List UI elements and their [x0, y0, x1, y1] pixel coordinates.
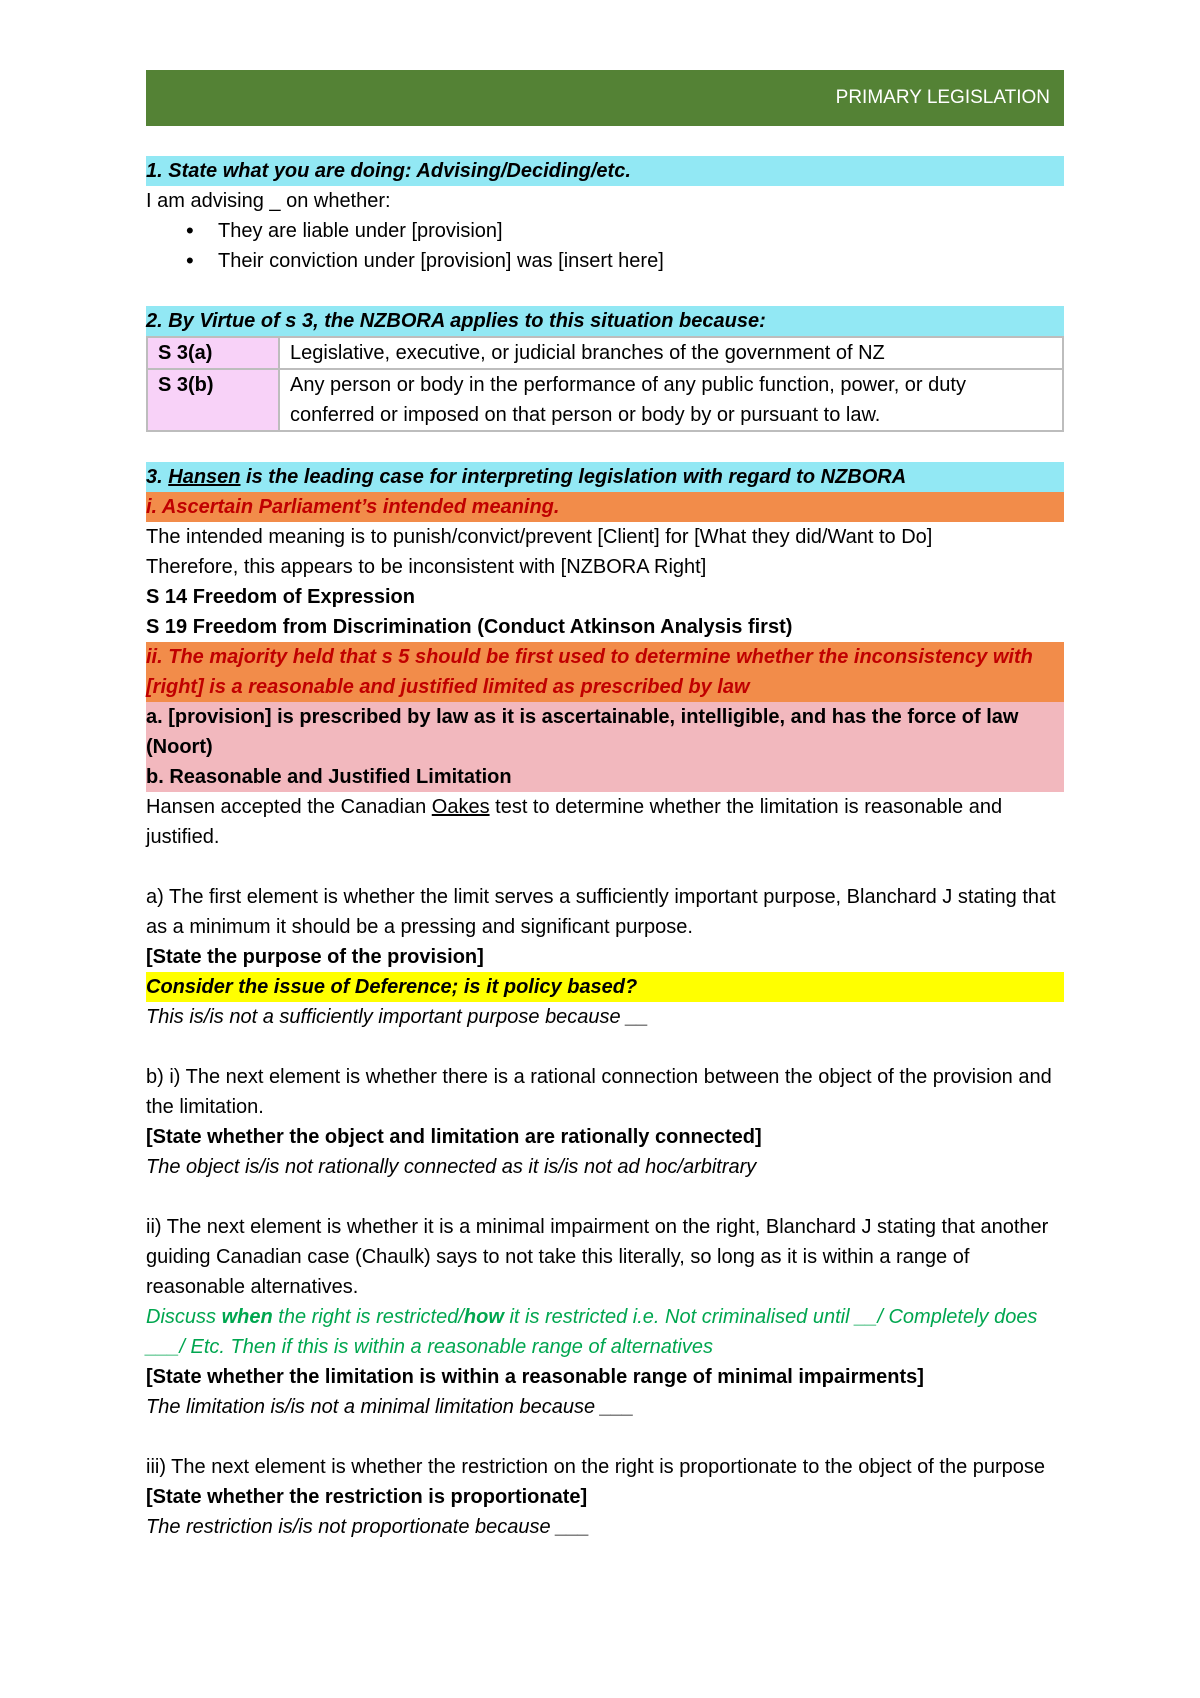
advising-intro: I am advising _ on whether:	[146, 190, 391, 212]
section-3-table	[146, 336, 1064, 432]
prescribed-by-law: a. [provision] is prescribed by law as it is ascertainable, intelligible, and has the force of law (Noort)	[146, 702, 1064, 762]
minimal-impairment-answer: The limitation is/is not a minimal limitation because ___	[146, 1396, 634, 1418]
s14-right: S 14 Freedom of Expression	[146, 586, 415, 608]
state-rational-connection: [State whether the object and limitation are rationally connected]	[146, 1126, 762, 1148]
proportionality-answer: The restriction is/is not proportionate because ___	[146, 1516, 590, 1538]
advising-list	[146, 216, 1064, 276]
row-label: S 3(a)	[147, 337, 279, 369]
state-purpose: [State the purpose of the provision]	[146, 946, 484, 968]
step-ii-heading: ii. The majority held that s 5 should be first used to determine whether the inconsistency with [right] is a reasonable and justified limited as prescribed by law	[146, 642, 1064, 702]
rational-connection-text: b) i) The next element is whether there is a rational connection between the object of the provision and the limitation.	[146, 1066, 1052, 1118]
section-banner: PRIMARY LEGISLATION	[146, 70, 1064, 126]
table-row	[147, 369, 1063, 431]
hansen-case-name: Hansen	[168, 466, 241, 488]
list-item: • Their conviction under [provision] was [insert here]	[186, 246, 1064, 276]
rational-connection-answer: The object is/is not rationally connected as it is/is not ad hoc/arbitrary	[146, 1156, 757, 1178]
step-2-heading: 2. By Virtue of s 3, the NZBORA applies to this situation because:	[146, 306, 1064, 336]
step-3-heading: 3. Hansen is the leading case for interpreting legislation with regard to NZBORA	[146, 462, 1064, 492]
oakes-case-name: Oakes	[431, 796, 490, 818]
minimal-impairment-guidance: Discuss when the right is restricted/how it is restricted i.e. Not criminalised until __/ Completely does ___/ Etc. Then if this is within a reasonable range of alternatives	[146, 1306, 1038, 1358]
deference-note: Consider the issue of Deference; is it policy based?	[146, 972, 1064, 1002]
row-text: Legislative, executive, or judicial branches of the government of NZ	[279, 337, 1063, 369]
row-label: S 3(b)	[147, 369, 279, 431]
minimal-impairment-text: ii) The next element is whether it is a minimal impairment on the right, Blanchard J stating that another guiding Canadian case (Chaulk) says to not take this literally, so long as it is within a range of reasonable alternatives.	[146, 1216, 1049, 1298]
proportionality-text: iii) The next element is whether the restriction on the right is proportionate to the object of the purpose	[146, 1456, 1046, 1478]
purpose-answer: This is/is not a sufficiently important purpose because __	[146, 1006, 649, 1028]
intended-meaning-text: The intended meaning is to punish/convict/prevent [Client] for [What they did/Want to Do]	[146, 526, 933, 548]
document-page	[146, 70, 1064, 1542]
inconsistency-text: Therefore, this appears to be inconsistent with [NZBORA Right]	[146, 556, 707, 578]
state-proportionality: [State whether the restriction is proportionate]	[146, 1486, 588, 1508]
first-element-text: a) The first element is whether the limit serves a sufficiently important purpose, Blanchard J stating that as a minimum it should be a pressing and significant purpose.	[146, 886, 1056, 938]
step-1-heading: 1. State what you are doing: Advising/Deciding/etc.	[146, 156, 1064, 186]
oakes-text: Hansen accepted the Canadian Oakes test to determine whether the limitation is reasonable and justified.	[146, 796, 1003, 848]
state-minimal-impairment: [State whether the limitation is within a reasonable range of minimal impairments]	[146, 1366, 924, 1388]
reasonable-limitation-heading: b. Reasonable and Justified Limitation	[146, 762, 1064, 792]
s19-right: S 19 Freedom from Discrimination (Conduct Atkinson Analysis first)	[146, 616, 793, 638]
table-row	[147, 337, 1063, 369]
step-i-heading: i. Ascertain Parliament’s intended meaning.	[146, 492, 1064, 522]
row-text: Any person or body in the performance of any public function, power, or duty conferred or imposed on that person or body by or pursuant to law.	[279, 369, 1063, 431]
list-item: • They are liable under [provision]	[186, 216, 1064, 246]
